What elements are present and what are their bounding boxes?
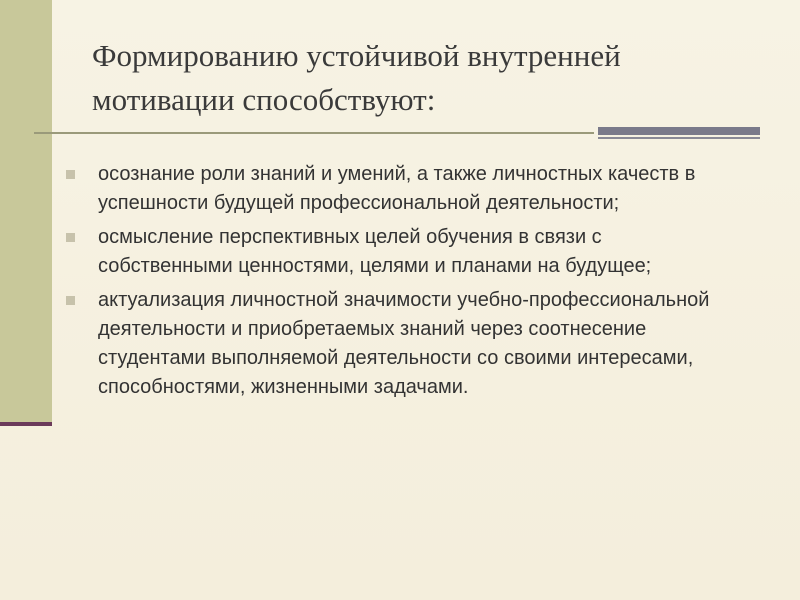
slide-title: Формированию устойчивой внутренней мотивации способствуют: (92, 38, 621, 117)
square-bullet-icon (66, 233, 75, 242)
title-divider-accent (598, 127, 760, 135)
bullet-list (66, 160, 726, 407)
left-decorative-bar (0, 0, 52, 422)
bullet-text: актуализация личностной значимости учебно-профессиональной деятельности и приобретаемых знаний через соотнесение студентами выполняемой деятельности со своими интересами, способностями, жизненными задачами. (98, 289, 710, 398)
bullet-item (66, 286, 726, 402)
bullet-item (66, 160, 726, 218)
title-divider (34, 132, 594, 134)
square-bullet-icon (66, 296, 75, 305)
bullet-text: осознание роли знаний и умений, а также личностных качеств в успешности будущей профессиональной деятельности; (98, 163, 696, 214)
left-bar-accent-line (0, 422, 52, 426)
square-bullet-icon (66, 170, 75, 179)
bullet-item (66, 223, 726, 281)
title-divider-accent-thin (598, 137, 760, 139)
bullet-text: осмысление перспективных целей обучения в связи с собственными ценностями, целями и планами на будущее; (98, 226, 652, 277)
